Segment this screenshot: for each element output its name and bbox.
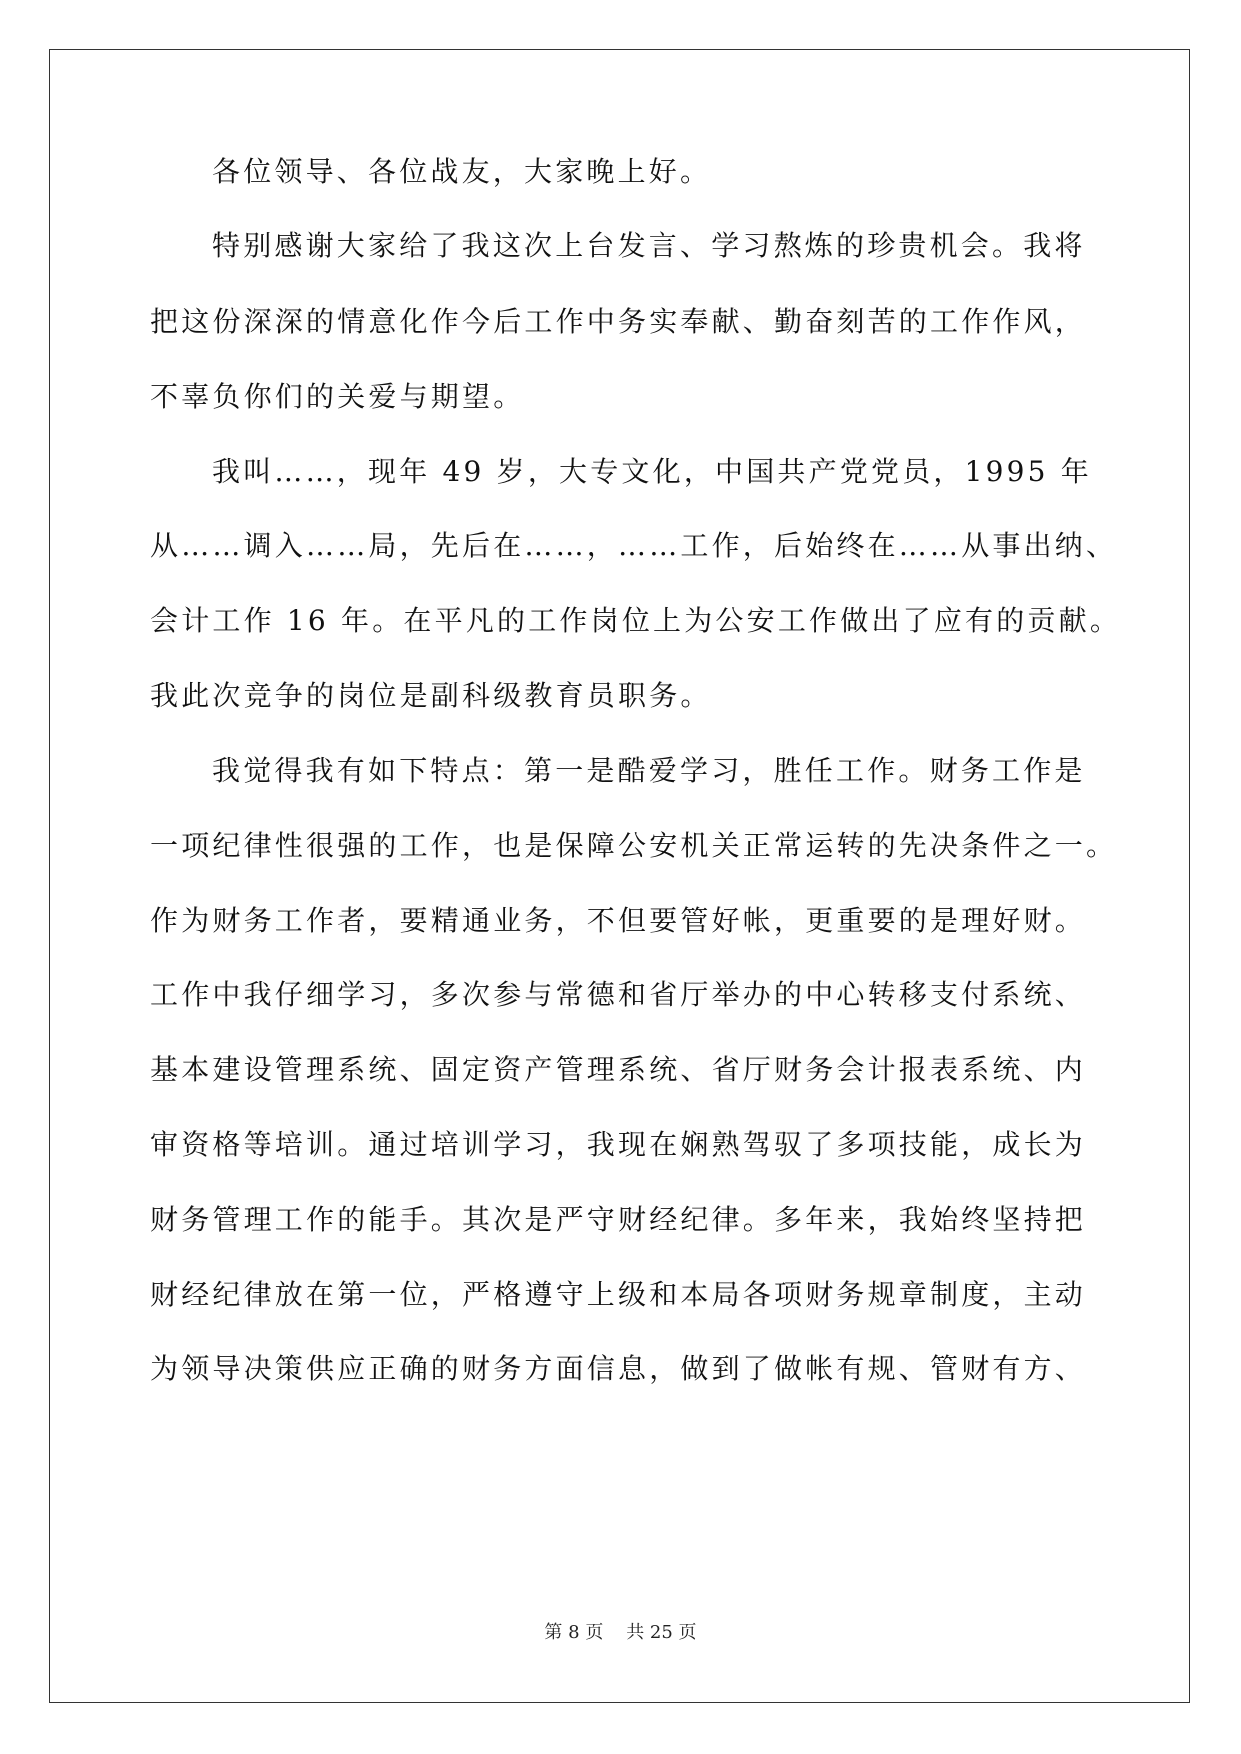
- text-line: 不辜负你们的关爱与期望。: [150, 380, 525, 413]
- text-line: 一项纪律性很强的工作，也是保障公安机关正常运转的先决条件之一。: [150, 829, 1118, 862]
- text-line: 从……调入……局，先后在……，……工作，后始终在……从事出纳、: [150, 529, 1118, 562]
- text-line: 为领导决策供应正确的财务方面信息，做到了做帐有规、管财有方、: [150, 1352, 1087, 1385]
- text-line: 财经纪律放在第一位，严格遵守上级和本局各项财务规章制度，主动: [150, 1278, 1087, 1311]
- page-number: 第 8 页 共 25 页: [544, 1622, 697, 1643]
- text-line: 作为财务工作者，要精通业务，不但要管好帐，更重要的是理好财。: [150, 904, 1087, 937]
- page-border: [49, 49, 1190, 1703]
- text-line: 我此次竞争的岗位是副科级教育员职务。: [150, 679, 712, 712]
- text-line: 把这份深深的情意化作今后工作中务实奉献、勤奋刻苦的工作作风，: [150, 305, 1087, 338]
- text-line: 工作中我仔细学习，多次参与常德和省厅举办的中心转移支付系统、: [150, 978, 1087, 1011]
- text-line: 会计工作 16 年。在平凡的工作岗位上为公安工作做出了应有的贡献。: [150, 604, 1122, 637]
- text-line: 各位领导、各位战友，大家晚上好。: [212, 155, 712, 188]
- text-line: 财务管理工作的能手。其次是严守财经纪律。多年来，我始终坚持把: [150, 1203, 1087, 1236]
- text-line: 基本建设管理系统、固定资产管理系统、省厅财务会计报表系统、内: [150, 1053, 1087, 1086]
- text-line: 审资格等培训。通过培训学习，我现在娴熟驾驭了多项技能，成长为: [150, 1128, 1087, 1161]
- text-line: 我觉得我有如下特点：第一是酷爱学习，胜任工作。财务工作是: [212, 754, 1086, 787]
- text-line: 特别感谢大家给了我这次上台发言、学习熬炼的珍贵机会。我将: [212, 229, 1086, 262]
- text-line: 我叫……，现年 49 岁，大专文化，中国共产党党员，1995 年: [212, 455, 1092, 488]
